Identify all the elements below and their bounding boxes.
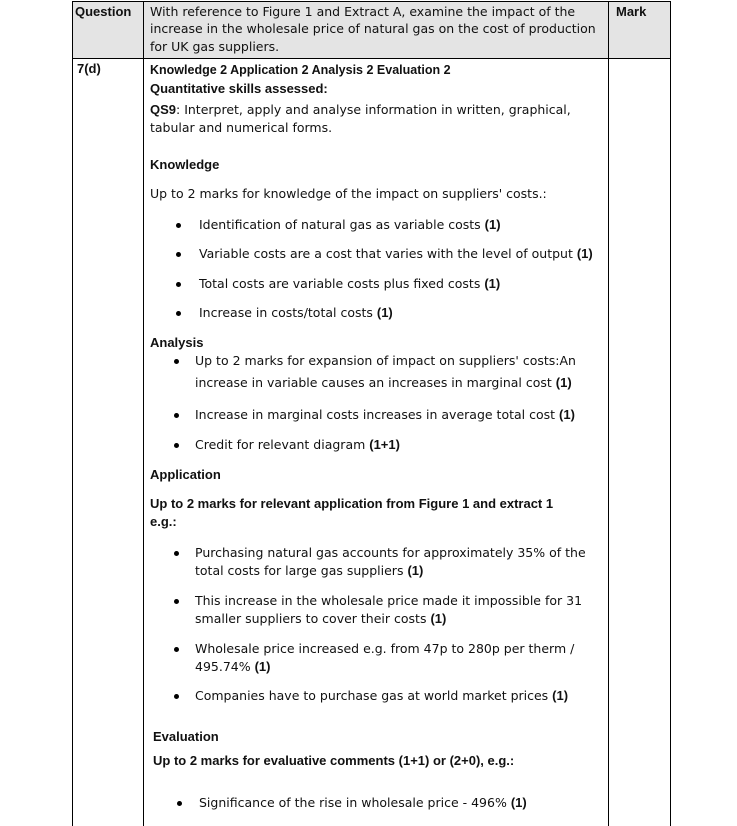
mark-value: (1) <box>559 407 575 422</box>
evaluation-intro: Up to 2 marks for evaluative comments (1+1) or (2+0), e.g.: <box>153 753 515 768</box>
column-divider <box>608 1 609 826</box>
bullet-icon <box>174 694 179 699</box>
bullet-icon <box>174 413 179 418</box>
bullet-text: Credit for relevant diagram (1+1) <box>195 437 400 452</box>
bullet-icon <box>176 252 181 257</box>
qs-line <box>150 101 571 119</box>
application-intro: Up to 2 marks for relevant application from Figure 1 and extract 1 <box>150 496 554 511</box>
bullet-icon <box>174 443 179 448</box>
bullet-text: Increase in costs/total costs <box>199 305 377 320</box>
question-text: for UK gas suppliers. <box>150 39 280 54</box>
table-border-right <box>670 1 671 826</box>
mark-value: (1) <box>510 795 527 810</box>
bullet-text: smaller suppliers to cover their costs <box>195 611 431 626</box>
question-text: With reference to Figure 1 and Extract A, examine the impact of the <box>150 4 576 19</box>
bullet-text <box>195 687 568 705</box>
application-intro: e.g.: <box>150 514 177 529</box>
bullet-text: Wholesale price increased e.g. from 47p to 280p per therm / <box>195 641 575 656</box>
evaluation-heading: Evaluation <box>153 729 219 744</box>
bullet-text: This increase in the wholesale price made it impossible for 31 <box>195 593 583 608</box>
bullet-text: 495.74% <box>195 659 255 674</box>
bullet-icon <box>176 223 181 228</box>
mark-value: (1) <box>555 375 572 390</box>
question-number: 7(d) <box>77 61 101 76</box>
bullet-text <box>199 794 527 812</box>
bullet-icon <box>176 311 181 316</box>
bullet-text <box>199 216 501 234</box>
question-text: increase in the wholesale price of natural gas on the cost of production <box>150 21 596 36</box>
bullet-icon <box>174 359 179 364</box>
bullet-text <box>195 562 423 580</box>
bullet-text: Total costs are variable costs plus fixed costs <box>199 276 485 291</box>
question-label: Question <box>75 4 132 19</box>
bullet-text <box>195 658 270 676</box>
mark-value: (1) <box>430 611 447 626</box>
bullet-text: increase in variable causes an increases in marginal cost (1) <box>195 375 572 390</box>
bullet-icon <box>174 599 179 604</box>
qs-code: QS9 <box>150 102 177 117</box>
bullet-icon <box>174 551 179 556</box>
bullet-text: Variable costs are a cost that varies with the level of output <box>199 246 577 261</box>
bullet-text: Significance of the rise in wholesale price - 496% <box>199 795 511 810</box>
mark-value: (1) <box>254 659 271 674</box>
bullet-text <box>199 245 593 263</box>
mark-value: (1) <box>576 246 593 261</box>
bullet-text <box>199 275 500 293</box>
bullet-text: Companies have to purchase gas at world market prices <box>195 688 553 703</box>
bullet-text: Increase in marginal costs increases in average total cost (1) <box>195 407 575 422</box>
qs-text: : Interpret, apply and analyse information in written, graphical, <box>176 102 571 117</box>
mark-value: (1) <box>484 276 501 291</box>
marks-summary: Knowledge 2 Application 2 Analysis 2 Evaluation 2 <box>150 63 451 77</box>
bullet-text: Up to 2 marks for expansion of impact on suppliers' costs:An <box>195 353 576 368</box>
application-heading: Application <box>150 467 221 482</box>
bullet-text <box>195 610 446 628</box>
table-border-top <box>72 1 671 2</box>
qs-heading: Quantitative skills assessed: <box>150 81 328 96</box>
table-border-left <box>72 1 73 826</box>
mark-label: Mark <box>616 4 647 19</box>
knowledge-heading: Knowledge <box>150 157 220 172</box>
qs-text: tabular and numerical forms. <box>150 120 333 135</box>
mark-value: (1) <box>407 563 424 578</box>
column-divider <box>143 1 144 826</box>
bullet-text <box>199 304 393 322</box>
knowledge-intro: Up to 2 marks for knowledge of the impact on suppliers' costs.: <box>150 186 547 201</box>
bullet-icon <box>174 647 179 652</box>
bullet-text: total costs for large gas suppliers <box>195 563 408 578</box>
mark-value: (1) <box>552 688 569 703</box>
bullet-icon <box>177 801 182 806</box>
bullet-text: Identification of natural gas as variable costs <box>199 217 485 232</box>
mark-value: (1) <box>376 305 393 320</box>
mark-value: (1) <box>484 217 501 232</box>
row-divider <box>72 58 671 59</box>
analysis-heading: Analysis <box>150 335 204 350</box>
bullet-text: Purchasing natural gas accounts for approximately 35% of the <box>195 545 586 560</box>
mark-value: (1+1) <box>369 437 400 452</box>
bullet-icon <box>176 282 181 287</box>
